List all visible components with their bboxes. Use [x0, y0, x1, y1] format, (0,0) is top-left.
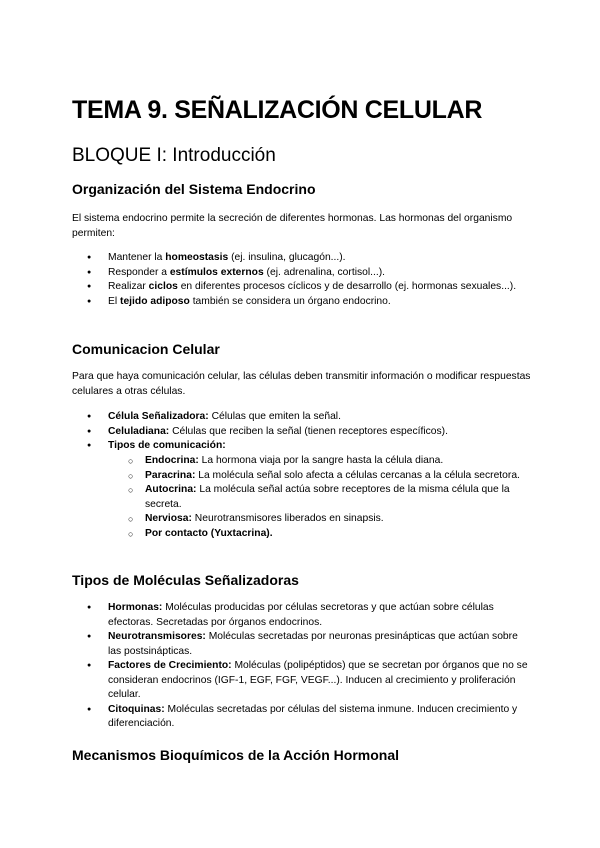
- block-title: BLOQUE I: Introducción: [72, 145, 276, 166]
- section-heading-hormonal-action: Mecanismos Bioquímicos de la Acción Hormonal: [72, 747, 399, 763]
- section-heading-cell-communication: Comunicacion Celular: [72, 341, 220, 357]
- list-item: ● Célula Señalizadora: Células que emiten la señal.: [72, 410, 532, 425]
- communication-intro-paragraph: Para que haya comunicación celular, las células deben transmitir información o modificar respuestas celulares a otras células.: [72, 371, 531, 397]
- list-item: ● Factores de Crecimiento: Moléculas (polipéptidos) que se secretan por órganos que no se consideran endocrinos (IGF-1, EGF, FGF, VEGF...). Inducen al crecimiento y proliferación celular.: [72, 659, 532, 703]
- communication-bullet-list: [72, 410, 532, 454]
- list-item: ● Neurotransmisores: Moléculas secretadas por neuronas presinápticas que actúan sobre las postsinápticas.: [72, 630, 532, 659]
- list-item: ● Celuladiana: Células que reciben la señal (tienen receptores específicos).: [72, 425, 532, 440]
- list-item: ○ Autocrina: La molécula señal actúa sobre receptores de la misma célula que la secreta.: [72, 483, 532, 512]
- list-item: ● Citoquinas: Moléculas secretadas por células del sistema inmune. Inducen crecimiento y diferenciación.: [72, 703, 532, 732]
- list-item: ● Hormonas: Moléculas producidas por células secretoras y que actúan sobre células efectoras. Secretadas por órganos endocrinos.: [72, 601, 532, 630]
- signal-molecules-bullet-list: [72, 601, 532, 732]
- list-item: ● Mantener la homeostasis (ej. insulina, glucagón...).: [72, 251, 532, 266]
- list-item: ○ Paracrina: La molécula señal solo afecta a células cercanas a la célula secretora.: [72, 469, 532, 484]
- section-heading-endocrine-system: Organización del Sistema Endocrino: [72, 181, 316, 197]
- list-item: ● Responder a estímulos externos (ej. adrenalina, cortisol...).: [72, 266, 532, 281]
- list-item: ○ Endocrina: La hormona viaja por la sangre hasta la célula diana.: [72, 454, 532, 469]
- communication-types-sublist: [72, 454, 532, 541]
- list-item: ○ Nerviosa: Neurotransmisores liberados en sinapsis.: [72, 512, 532, 527]
- endocrine-bullet-list: [72, 251, 532, 309]
- section-heading-signal-molecules: Tipos de Moléculas Señalizadoras: [72, 572, 299, 588]
- list-item: ○ Por contacto (Yuxtacrina).: [72, 527, 532, 542]
- page-title: TEMA 9. SEÑALIZACIÓN CELULAR: [72, 96, 483, 124]
- list-item: ● El tejido adiposo también se considera un órgano endocrino.: [72, 295, 532, 310]
- list-item: ● Realizar ciclos en diferentes procesos cíclicos y de desarrollo (ej. hormonas sexuales...).: [72, 280, 532, 295]
- list-item: ● Tipos de comunicación:: [72, 439, 532, 454]
- endocrine-intro-paragraph: El sistema endocrino permite la secreción de diferentes hormonas. Las hormonas del organismo permiten:: [72, 213, 513, 239]
